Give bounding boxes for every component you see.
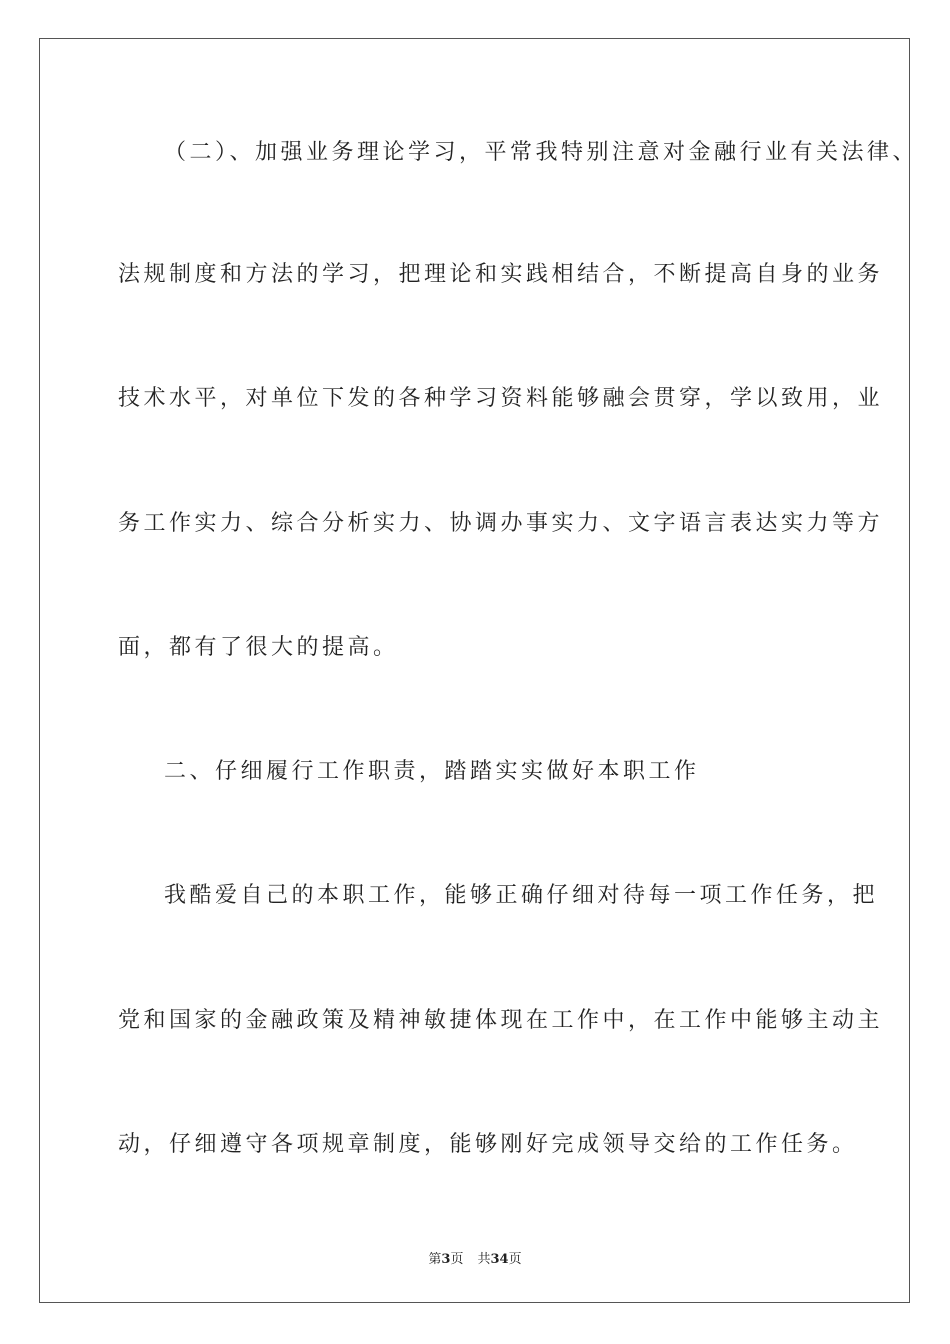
paragraph-line-8: 动，仔细遵守各项规章制度，能够刚好完成领导交给的工作任务。 xyxy=(118,1132,858,1157)
footer-page-prefix: 第 xyxy=(428,1252,442,1267)
paragraph-line-4: 务工作实力、综合分析实力、协调办事实力、文字语言表达实力等方 xyxy=(118,511,884,536)
footer-total-prefix: 共 xyxy=(477,1252,491,1267)
footer-page-number: 3 xyxy=(441,1252,451,1267)
footer-total-pages: 34 xyxy=(490,1252,509,1267)
footer-total-suffix: 页 xyxy=(508,1252,522,1267)
paragraph-line-1: （二）、加强业务理论学习，平常我特别注意对金融行业有关法律、 xyxy=(164,140,919,165)
footer-page-suffix: 页 xyxy=(450,1252,464,1267)
page-footer xyxy=(0,1248,950,1267)
paragraph-line-6: 我酷爱自己的本职工作，能够正确仔细对待每一项工作任务，把 xyxy=(164,883,879,908)
paragraph-line-3: 技术水平，对单位下发的各种学习资料能够融会贯穿，学以致用，业 xyxy=(118,386,884,411)
page-border xyxy=(39,38,919,1303)
paragraph-line-7: 党和国家的金融政策及精神敏捷体现在工作中，在工作中能够主动主 xyxy=(118,1008,884,1033)
paragraph-line-2: 法规制度和方法的学习，把理论和实践相结合，不断提高自身的业务 xyxy=(118,262,884,287)
section-heading: 二、仔细履行工作职责，踏踏实实做好本职工作 xyxy=(164,759,700,784)
paragraph-line-5: 面，都有了很大的提高。 xyxy=(118,635,399,660)
